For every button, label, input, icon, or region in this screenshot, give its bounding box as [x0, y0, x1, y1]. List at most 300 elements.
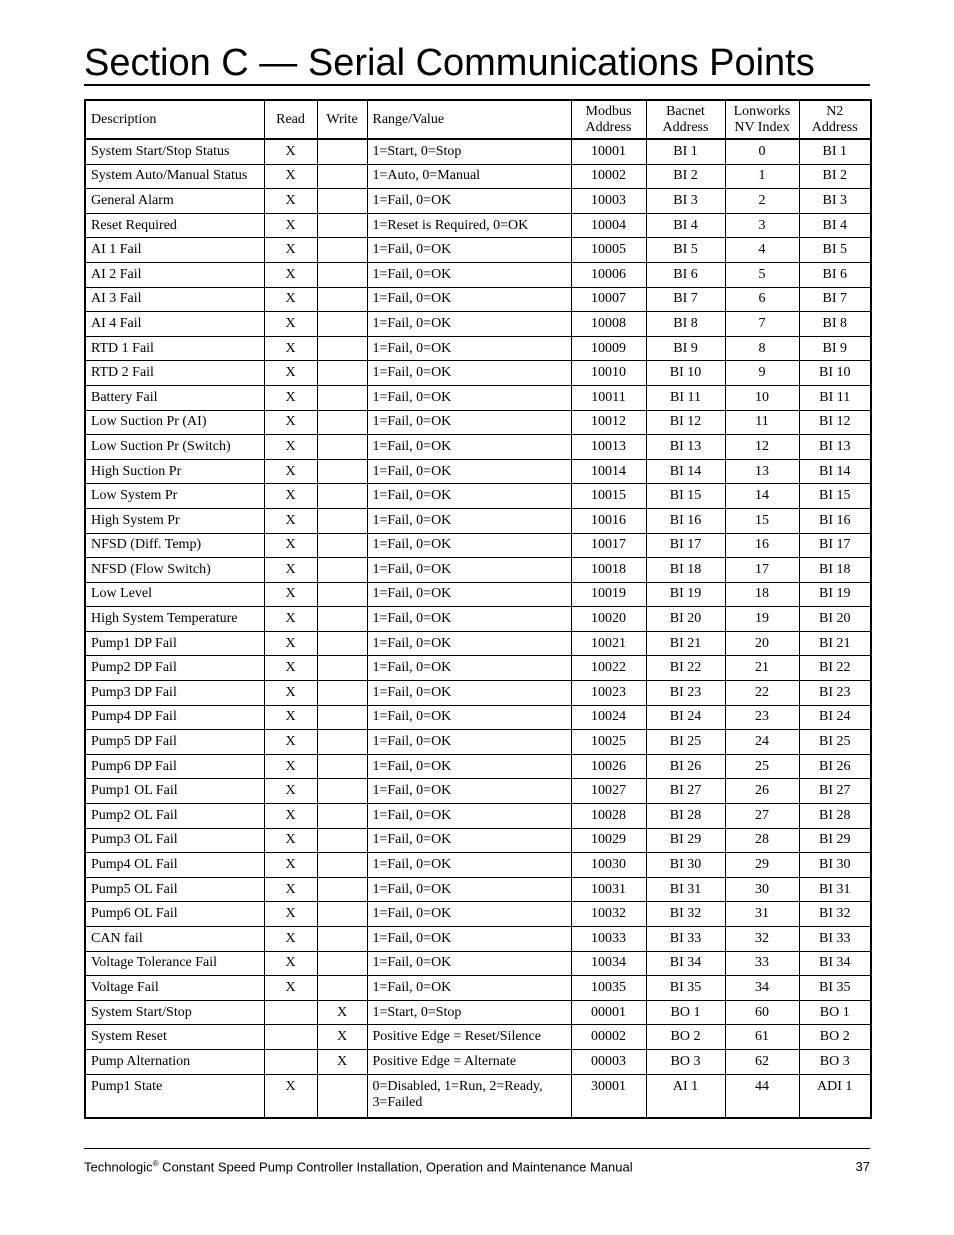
cell-description: Pump2 OL Fail	[85, 804, 264, 829]
cell-description: Low Suction Pr (Switch)	[85, 435, 264, 460]
table-row	[85, 779, 871, 804]
cell-read: X	[264, 312, 317, 337]
cell-bacnet: BI 24	[646, 705, 725, 730]
cell-bacnet: BI 20	[646, 607, 725, 632]
cell-range: 1=Fail, 0=OK	[367, 410, 571, 435]
column-header-label: Lonworks	[733, 103, 791, 119]
cell-bacnet: BI 14	[646, 459, 725, 484]
cell-n2: BI 6	[799, 262, 871, 287]
column-header-label-line2: Address	[585, 119, 632, 135]
cell-n2: BI 14	[799, 459, 871, 484]
cell-range: 1=Fail, 0=OK	[367, 656, 571, 681]
table-row	[85, 631, 871, 656]
cell-range: 1=Fail, 0=OK	[367, 779, 571, 804]
cell-read: X	[264, 336, 317, 361]
cell-n2: BI 15	[799, 484, 871, 509]
cell-modbus: 10019	[571, 582, 646, 607]
cell-write	[317, 754, 367, 779]
cell-modbus: 30001	[571, 1074, 646, 1118]
table-row	[85, 927, 871, 952]
cell-description: Pump5 OL Fail	[85, 877, 264, 902]
cell-range: 1=Fail, 0=OK	[367, 508, 571, 533]
table-row	[85, 607, 871, 632]
cell-lonworks: 19	[725, 607, 799, 632]
cell-lonworks: 11	[725, 410, 799, 435]
cell-description: Pump1 State	[85, 1074, 264, 1118]
cell-lonworks: 60	[725, 1000, 799, 1025]
cell-description: AI 1 Fail	[85, 238, 264, 263]
footer-rule	[84, 1148, 870, 1149]
cell-description: Pump4 DP Fail	[85, 705, 264, 730]
cell-n2: BI 35	[799, 976, 871, 1001]
cell-description: Pump6 OL Fail	[85, 902, 264, 927]
table-row	[85, 164, 871, 189]
cell-modbus: 00001	[571, 1000, 646, 1025]
table-row	[85, 902, 871, 927]
cell-modbus: 10015	[571, 484, 646, 509]
footer-brand: Technologic	[84, 1159, 153, 1175]
table-row	[85, 976, 871, 1001]
cell-read: X	[264, 287, 317, 312]
cell-bacnet: BI 19	[646, 582, 725, 607]
cell-range: Positive Edge = Reset/Silence	[367, 1025, 571, 1050]
cell-write	[317, 631, 367, 656]
cell-modbus: 10026	[571, 754, 646, 779]
table-row	[85, 558, 871, 583]
cell-n2: BI 31	[799, 877, 871, 902]
cell-lonworks: 10	[725, 385, 799, 410]
column-header-n2	[799, 100, 871, 139]
table-row	[85, 238, 871, 263]
cell-modbus: 10033	[571, 927, 646, 952]
cell-write	[317, 927, 367, 952]
column-header-modbus	[571, 100, 646, 139]
cell-lonworks: 0	[725, 139, 799, 164]
cell-n2: BI 9	[799, 336, 871, 361]
cell-lonworks: 33	[725, 951, 799, 976]
table-row	[85, 804, 871, 829]
cell-description: Low Suction Pr (AI)	[85, 410, 264, 435]
cell-write	[317, 164, 367, 189]
cell-description: System Start/Stop Status	[85, 139, 264, 164]
cell-read: X	[264, 435, 317, 460]
cell-modbus: 10020	[571, 607, 646, 632]
cell-n2: BO 1	[799, 1000, 871, 1025]
cell-range: 1=Fail, 0=OK	[367, 484, 571, 509]
cell-read: X	[264, 410, 317, 435]
cell-bacnet: BI 16	[646, 508, 725, 533]
cell-bacnet: BI 15	[646, 484, 725, 509]
cell-description: AI 4 Fail	[85, 312, 264, 337]
table-row	[85, 361, 871, 386]
cell-bacnet: BI 1	[646, 139, 725, 164]
cell-write	[317, 213, 367, 238]
cell-write	[317, 607, 367, 632]
cell-read: X	[264, 385, 317, 410]
cell-write	[317, 558, 367, 583]
cell-description: Pump1 OL Fail	[85, 779, 264, 804]
cell-write	[317, 435, 367, 460]
table-row	[85, 410, 871, 435]
table-row	[85, 582, 871, 607]
cell-read: X	[264, 558, 317, 583]
cell-n2: BI 13	[799, 435, 871, 460]
cell-description: Pump4 OL Fail	[85, 853, 264, 878]
cell-bacnet: BI 27	[646, 779, 725, 804]
cell-modbus: 10025	[571, 730, 646, 755]
cell-read: X	[264, 779, 317, 804]
cell-modbus: 10006	[571, 262, 646, 287]
column-header-write	[317, 100, 367, 139]
cell-n2: BI 19	[799, 582, 871, 607]
cell-read: X	[264, 828, 317, 853]
cell-write	[317, 828, 367, 853]
cell-bacnet: BI 28	[646, 804, 725, 829]
cell-modbus: 10024	[571, 705, 646, 730]
cell-read: X	[264, 853, 317, 878]
cell-write	[317, 582, 367, 607]
cell-modbus: 10017	[571, 533, 646, 558]
cell-lonworks: 1	[725, 164, 799, 189]
cell-read: X	[264, 508, 317, 533]
cell-n2: BI 5	[799, 238, 871, 263]
cell-read: X	[264, 927, 317, 952]
cell-lonworks: 21	[725, 656, 799, 681]
cell-range: 1=Fail, 0=OK	[367, 705, 571, 730]
cell-description: High Suction Pr	[85, 459, 264, 484]
cell-range: 1=Fail, 0=OK	[367, 828, 571, 853]
cell-bacnet: BI 2	[646, 164, 725, 189]
cell-modbus: 10018	[571, 558, 646, 583]
cell-n2: BO 3	[799, 1049, 871, 1074]
cell-read: X	[264, 582, 317, 607]
cell-read: X	[264, 951, 317, 976]
cell-bacnet: BI 18	[646, 558, 725, 583]
cell-description: System Reset	[85, 1025, 264, 1050]
cell-bacnet: BI 30	[646, 853, 725, 878]
table-row	[85, 533, 871, 558]
cell-description: Pump6 DP Fail	[85, 754, 264, 779]
cell-write	[317, 681, 367, 706]
cell-bacnet: BI 5	[646, 238, 725, 263]
cell-range: 1=Reset is Required, 0=OK	[367, 213, 571, 238]
column-header-label-line2: NV Index	[734, 119, 790, 135]
column-header-label: Modbus	[585, 103, 632, 119]
cell-bacnet: BI 35	[646, 976, 725, 1001]
cell-write: X	[317, 1049, 367, 1074]
cell-modbus: 10016	[571, 508, 646, 533]
cell-range: 1=Fail, 0=OK	[367, 631, 571, 656]
cell-read: X	[264, 139, 317, 164]
cell-description: General Alarm	[85, 189, 264, 214]
cell-lonworks: 12	[725, 435, 799, 460]
cell-write	[317, 238, 367, 263]
cell-range: 1=Fail, 0=OK	[367, 361, 571, 386]
cell-bacnet: BI 33	[646, 927, 725, 952]
cell-range: 1=Start, 0=Stop	[367, 139, 571, 164]
table-body	[85, 139, 871, 1118]
cell-modbus: 10011	[571, 385, 646, 410]
cell-lonworks: 3	[725, 213, 799, 238]
cell-description: Voltage Fail	[85, 976, 264, 1001]
cell-description: System Start/Stop	[85, 1000, 264, 1025]
cell-description: Voltage Tolerance Fail	[85, 951, 264, 976]
cell-read: X	[264, 976, 317, 1001]
cell-range: 1=Fail, 0=OK	[367, 312, 571, 337]
cell-range: 1=Fail, 0=OK	[367, 730, 571, 755]
cell-write	[317, 779, 367, 804]
cell-write	[317, 484, 367, 509]
cell-description: Battery Fail	[85, 385, 264, 410]
cell-range: 1=Fail, 0=OK	[367, 902, 571, 927]
table-row	[85, 730, 871, 755]
cell-lonworks: 8	[725, 336, 799, 361]
table-row	[85, 435, 871, 460]
column-header-label: Write	[326, 111, 358, 127]
cell-write	[317, 287, 367, 312]
cell-bacnet: BI 11	[646, 385, 725, 410]
cell-lonworks: 44	[725, 1074, 799, 1118]
column-header-label: Read	[276, 111, 305, 127]
cell-modbus: 10029	[571, 828, 646, 853]
cell-read: X	[264, 705, 317, 730]
cell-n2: BI 20	[799, 607, 871, 632]
cell-lonworks: 9	[725, 361, 799, 386]
cell-write	[317, 656, 367, 681]
footer-manual-title: Constant Speed Pump Controller Installation, Operation and Maintenance Manual	[158, 1159, 633, 1175]
table-row	[85, 1025, 871, 1050]
cell-lonworks: 4	[725, 238, 799, 263]
cell-modbus: 10007	[571, 287, 646, 312]
cell-n2: BI 32	[799, 902, 871, 927]
cell-n2: BI 29	[799, 828, 871, 853]
cell-read: X	[264, 804, 317, 829]
cell-write	[317, 189, 367, 214]
cell-range: 1=Fail, 0=OK	[367, 189, 571, 214]
cell-range: 1=Fail, 0=OK	[367, 976, 571, 1001]
cell-modbus: 10032	[571, 902, 646, 927]
cell-bacnet: BI 32	[646, 902, 725, 927]
table-row	[85, 312, 871, 337]
cell-read	[264, 1049, 317, 1074]
cell-lonworks: 27	[725, 804, 799, 829]
column-header-read	[264, 100, 317, 139]
cell-write: X	[317, 1025, 367, 1050]
cell-n2: BO 2	[799, 1025, 871, 1050]
cell-lonworks: 31	[725, 902, 799, 927]
cell-range: 1=Fail, 0=OK	[367, 336, 571, 361]
cell-description: High System Pr	[85, 508, 264, 533]
cell-read: X	[264, 164, 317, 189]
cell-lonworks: 14	[725, 484, 799, 509]
table-row	[85, 1074, 871, 1118]
footer-title	[84, 1159, 633, 1174]
cell-bacnet: BI 3	[646, 189, 725, 214]
table-row	[85, 705, 871, 730]
cell-write	[317, 336, 367, 361]
cell-range: 1=Start, 0=Stop	[367, 1000, 571, 1025]
cell-description: AI 2 Fail	[85, 262, 264, 287]
cell-modbus: 10010	[571, 361, 646, 386]
table-row	[85, 877, 871, 902]
cell-n2: BI 17	[799, 533, 871, 558]
cell-n2: BI 33	[799, 927, 871, 952]
cell-range: 1=Fail, 0=OK	[367, 385, 571, 410]
cell-bacnet: BI 8	[646, 312, 725, 337]
header-row	[85, 100, 871, 139]
cell-lonworks: 7	[725, 312, 799, 337]
cell-lonworks: 62	[725, 1049, 799, 1074]
cell-read: X	[264, 484, 317, 509]
page-title: Section C — Serial Communications Points	[84, 42, 815, 84]
cell-range: 1=Fail, 0=OK	[367, 459, 571, 484]
cell-bacnet: BI 23	[646, 681, 725, 706]
cell-n2: BI 23	[799, 681, 871, 706]
cell-n2: BI 4	[799, 213, 871, 238]
cell-description: Reset Required	[85, 213, 264, 238]
cell-write	[317, 533, 367, 558]
cell-read	[264, 1025, 317, 1050]
cell-write	[317, 705, 367, 730]
cell-bacnet: BI 21	[646, 631, 725, 656]
table-row	[85, 336, 871, 361]
cell-modbus: 10009	[571, 336, 646, 361]
cell-write	[317, 804, 367, 829]
serial-points-table	[84, 99, 872, 1119]
table-row	[85, 1000, 871, 1025]
cell-description: Pump5 DP Fail	[85, 730, 264, 755]
cell-read: X	[264, 656, 317, 681]
cell-write	[317, 139, 367, 164]
cell-range: 1=Auto, 0=Manual	[367, 164, 571, 189]
cell-description: Low Level	[85, 582, 264, 607]
cell-description: High System Temperature	[85, 607, 264, 632]
cell-modbus: 10012	[571, 410, 646, 435]
column-header-label: Range/Value	[372, 111, 445, 127]
cell-lonworks: 13	[725, 459, 799, 484]
cell-write	[317, 730, 367, 755]
page-number: 37	[855, 1159, 870, 1174]
cell-n2: BI 3	[799, 189, 871, 214]
column-header-label-line2: Address	[662, 119, 709, 135]
cell-range: 1=Fail, 0=OK	[367, 853, 571, 878]
cell-write: X	[317, 1000, 367, 1025]
cell-lonworks: 6	[725, 287, 799, 312]
cell-range: 1=Fail, 0=OK	[367, 681, 571, 706]
cell-n2: BI 18	[799, 558, 871, 583]
cell-lonworks: 23	[725, 705, 799, 730]
cell-read: X	[264, 189, 317, 214]
cell-read: X	[264, 459, 317, 484]
cell-bacnet: BI 9	[646, 336, 725, 361]
cell-n2: BI 25	[799, 730, 871, 755]
cell-bacnet: BO 1	[646, 1000, 725, 1025]
cell-description: Pump3 DP Fail	[85, 681, 264, 706]
table-row	[85, 951, 871, 976]
column-header-label-line2: Address	[811, 119, 858, 135]
cell-modbus: 10035	[571, 976, 646, 1001]
cell-n2: BI 1	[799, 139, 871, 164]
cell-lonworks: 29	[725, 853, 799, 878]
cell-lonworks: 22	[725, 681, 799, 706]
cell-n2: BI 16	[799, 508, 871, 533]
cell-read: X	[264, 681, 317, 706]
cell-modbus: 10002	[571, 164, 646, 189]
cell-range: 1=Fail, 0=OK	[367, 558, 571, 583]
cell-read: X	[264, 902, 317, 927]
cell-bacnet: BO 3	[646, 1049, 725, 1074]
table-header	[85, 100, 871, 139]
cell-lonworks: 26	[725, 779, 799, 804]
cell-n2: BI 24	[799, 705, 871, 730]
table-row	[85, 754, 871, 779]
cell-bacnet: BI 22	[646, 656, 725, 681]
table-row	[85, 853, 871, 878]
cell-modbus: 10028	[571, 804, 646, 829]
table-row	[85, 189, 871, 214]
cell-bacnet: BI 13	[646, 435, 725, 460]
cell-modbus: 10013	[571, 435, 646, 460]
table-row	[85, 459, 871, 484]
cell-modbus: 10023	[571, 681, 646, 706]
cell-write	[317, 902, 367, 927]
cell-description: CAN fail	[85, 927, 264, 952]
cell-lonworks: 16	[725, 533, 799, 558]
cell-lonworks: 61	[725, 1025, 799, 1050]
cell-write	[317, 853, 367, 878]
column-header-description	[85, 100, 264, 139]
cell-n2: ADI 1	[799, 1074, 871, 1118]
cell-n2: BI 11	[799, 385, 871, 410]
cell-lonworks: 30	[725, 877, 799, 902]
column-header-range	[367, 100, 571, 139]
cell-modbus: 10005	[571, 238, 646, 263]
cell-modbus: 10003	[571, 189, 646, 214]
cell-n2: BI 34	[799, 951, 871, 976]
cell-modbus: 10031	[571, 877, 646, 902]
cell-write	[317, 410, 367, 435]
table-row	[85, 656, 871, 681]
cell-range: 1=Fail, 0=OK	[367, 754, 571, 779]
cell-bacnet: BI 4	[646, 213, 725, 238]
cell-lonworks: 28	[725, 828, 799, 853]
cell-bacnet: BI 6	[646, 262, 725, 287]
cell-bacnet: BI 12	[646, 410, 725, 435]
cell-write	[317, 385, 367, 410]
cell-read: X	[264, 607, 317, 632]
cell-modbus: 10004	[571, 213, 646, 238]
cell-write	[317, 1074, 367, 1118]
cell-lonworks: 5	[725, 262, 799, 287]
cell-modbus: 00003	[571, 1049, 646, 1074]
table-row	[85, 213, 871, 238]
cell-description: Pump Alternation	[85, 1049, 264, 1074]
cell-modbus: 10034	[571, 951, 646, 976]
cell-bacnet: BI 34	[646, 951, 725, 976]
cell-lonworks: 17	[725, 558, 799, 583]
cell-modbus: 10030	[571, 853, 646, 878]
cell-bacnet: BI 17	[646, 533, 725, 558]
cell-lonworks: 2	[725, 189, 799, 214]
cell-range: 1=Fail, 0=OK	[367, 804, 571, 829]
column-header-label: Bacnet	[666, 103, 705, 119]
cell-write	[317, 312, 367, 337]
cell-lonworks: 32	[725, 927, 799, 952]
cell-description: AI 3 Fail	[85, 287, 264, 312]
cell-lonworks: 25	[725, 754, 799, 779]
cell-range: 1=Fail, 0=OK	[367, 533, 571, 558]
cell-read: X	[264, 877, 317, 902]
